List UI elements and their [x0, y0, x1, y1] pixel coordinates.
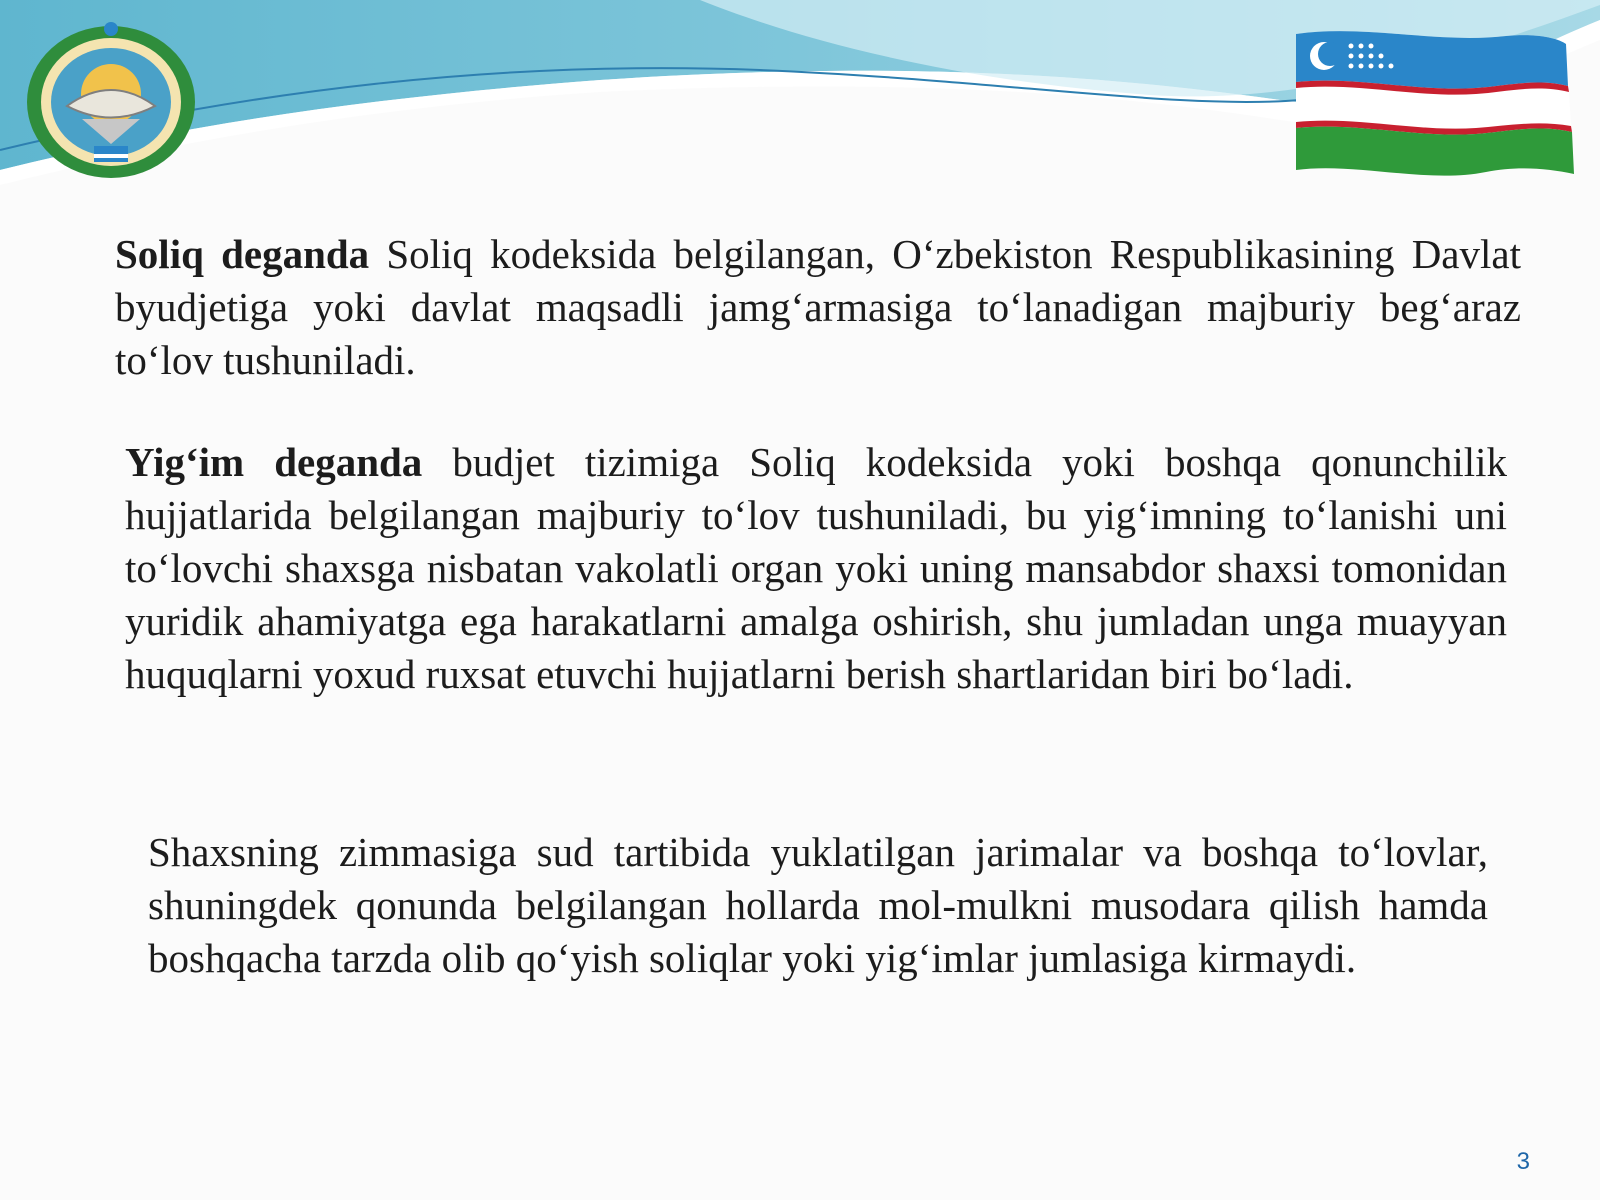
fee-definition-paragraph — [125, 436, 1507, 701]
fee-term: Yig‘im deganda — [125, 439, 423, 485]
tax-definition-paragraph — [115, 228, 1521, 387]
tax-term: Soliq deganda — [115, 231, 370, 277]
exclusions-text: Shaxsning zimmasiga sud tartibida yuklatilgan jarimalar va boshqa to‘lovlar, shuningdek qonunda belgilangan hollarda mol-mulkni musodara qilish hamda boshqacha tarzda olib qo‘yish soliqlar yoki yig‘imlar jumlasiga kirmaydi. — [148, 829, 1488, 981]
tax-definition-text: Soliq kodeksida belgilangan, O‘zbekiston Respublikasining Davlat byudjetiga yoki davlat maqsadli jamg‘armasiga to‘lanadigan majburiy beg‘araz to‘lov tushuniladi. — [115, 231, 1521, 383]
fee-definition-text: budjet tizimiga Soliq kodeksida yoki boshqa qonunchilik hujjatlarida belgilangan majburiy to‘lov tushuniladi, bu yig‘imning to‘lanishi uni to‘lovchi shaxsga nisbatan vakolatli organ yoki uning mansabdor shaxsi tomonidan yuridik ahamiyatga ega harakatlarni amalga oshirish, shu jumladan unga muayyan huquqlarni yoxud ruxsat etuvchi hujjatlarni berish shartlaridan biri bo‘ladi. — [125, 439, 1508, 697]
state-emblem-icon — [22, 14, 200, 182]
exclusions-paragraph — [148, 826, 1488, 985]
page-number: 3 — [1516, 1148, 1530, 1175]
uzbekistan-flag-icon — [1296, 26, 1574, 178]
